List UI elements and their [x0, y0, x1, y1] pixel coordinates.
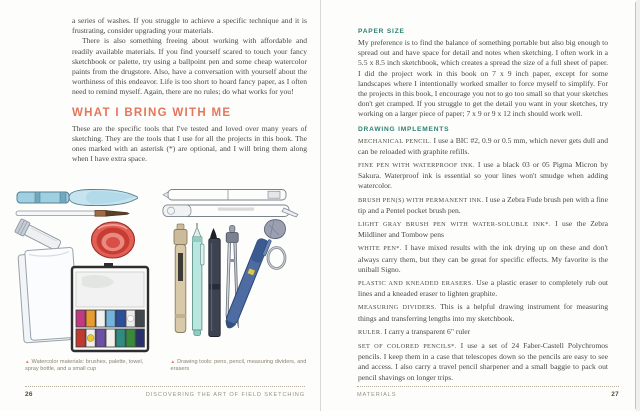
- spray-bottle-illustration: [15, 219, 63, 253]
- caption-drawing-tools: [171, 358, 307, 373]
- right-text-column: [358, 28, 608, 386]
- drawing-implement-item: [358, 327, 608, 338]
- caption-watercolor-materials: [25, 358, 156, 373]
- page-gutter-line: [320, 0, 321, 411]
- caption-triangle-icon: ▲: [170, 359, 176, 364]
- item-lead: MECHANICAL PENCIL.: [358, 137, 432, 145]
- page-number-left: 26: [25, 391, 33, 398]
- item-text: I use a black 03 or 05 Pigma Micron by Sakura. Waterproof ink is essential so your lines won't smudge when adding watercolor.: [358, 160, 609, 191]
- item-text: I use a BIC #2, 0.9 or 0.5 mm, which never gets dull and can be reloaded with graphite refills.: [358, 135, 608, 156]
- illustration-area: [14, 187, 312, 355]
- caption-triangle-icon: ▲: [25, 359, 30, 364]
- section-title-what-i-bring: WHAT I BRING WITH ME: [72, 106, 232, 119]
- kneaded-eraser-illustration: [264, 220, 285, 239]
- eraser-ring-illustration: [268, 248, 285, 269]
- caption-drawing-text: Drawing tools: pens, pencil, measuring dividers, and erasers: [170, 359, 307, 373]
- paper-size-body: My preference is to find the balance of something portable but also big enough to spread out and have space for detail and notes when sketching. I often work in a 5.5 x 8.5 inch sketchbook, which creates a spread the size of a full sheet of paper. I did the project work in this book on 7 x 9 inch paper, except for some landscapes where I intentionally worked smaller to force myself to simplify. For the projects in this book, I encourage you not to go too small so that your sketches don't get cramped. If you struggle to get the detail you want in your sketches, try working on a larger piece of paper; 7 x 9 or 9 x 12 inch should work well.: [358, 38, 608, 119]
- black-brush-pen-illustration: [209, 228, 220, 337]
- drawing-implement-item: [358, 341, 608, 383]
- caption-row: [25, 358, 307, 373]
- item-text: I use a set of 24 Faber-Castell Polychromos pencils. I keep them in a case that telescopes down so the pencils are easy to see and access. I also carry a travel pencil sharpener and a small baggie to pack out pencil shavings on longer trips.: [358, 341, 608, 382]
- paintbrush-illustration: [16, 210, 129, 216]
- drawing-implement-item: [358, 195, 608, 216]
- towel-illustration: [18, 247, 79, 343]
- drawing-implement-item: [358, 160, 608, 192]
- paragraph-section-intro: These are the specific tools that I've tested and loved over many years of sketching. They are the tools that I use for all the projects in this book. The ones marked with an asterisk (*) are optional, and I will bring them along when I have extra space.: [72, 123, 307, 164]
- water-brush-illustration: [17, 189, 138, 205]
- page-edge-line: [635, 2, 636, 409]
- drawing-implement-item: [358, 278, 608, 299]
- mechanical-pencil-illustration: [193, 223, 205, 336]
- item-lead: BRUSH PEN(S) WITH PERMANENT INK.: [358, 196, 484, 204]
- palette-illustration: [72, 263, 148, 351]
- drawing-implement-item: [358, 136, 608, 157]
- item-lead: RULER.: [358, 328, 383, 336]
- item-lead: SET OF COLORED PENCILS*.: [358, 343, 457, 351]
- heading-drawing-implements: DRAWING IMPLEMENTS: [358, 125, 450, 133]
- heading-paper-size: PAPER SIZE: [358, 28, 405, 35]
- paragraph-freeing: There is also something freeing about working with affordable and readily available materials. If you find yourself scared to touch your fancy sketchbook or palette, try using a ballpoint pen and some cheap watercolor paints from the drugstore. Also, have a conversation with yourself about the worthiness of this endeavor. Life is too short to hoard fancy paper, as I often need to remind myself. Again, there are no rules; do what works for you!: [72, 36, 307, 97]
- right-page-footer: [357, 386, 619, 398]
- page-right: [320, 0, 640, 411]
- page-number-right: 27: [611, 391, 619, 398]
- left-page-footer: [25, 386, 305, 398]
- caption-watercolor-text: Watercolor materials: brushes, palette, towel, spray bottle, and a small cup: [25, 359, 144, 373]
- item-lead: PLASTIC AND KNEADED ERASERS.: [358, 280, 474, 288]
- item-text: I use the Zebra Mildliner and Tombow pens: [358, 219, 608, 240]
- page-edge-strip: [636, 0, 640, 411]
- drawing-tools-illustration: [160, 187, 312, 355]
- paragraph-washes: a series of washes. If you struggle to achieve a specific technique and it is frustrating, consider upgrading your materials.: [72, 16, 307, 36]
- watercolor-materials-illustration: [14, 187, 154, 355]
- pocket-brush-pen-illustration: [163, 205, 298, 217]
- running-title-right: MATERIALS: [357, 392, 397, 398]
- drawing-implement-item: [358, 219, 608, 240]
- item-lead: MEASURING DIVIDERS.: [358, 304, 437, 312]
- drawing-implement-item: [358, 243, 608, 275]
- item-text: This is a helpful drawing instrument for measuring things and transferring lengths into my sketchbook.: [358, 302, 608, 323]
- item-lead: FINE PEN WITH WATERPROOF INK.: [358, 162, 475, 170]
- left-text-column: [72, 16, 307, 164]
- item-lead: LIGHT GRAY BRUSH PEN WITH WATER-SOLUBLE INK*.: [358, 221, 551, 229]
- item-lead: WHITE PEN*.: [358, 245, 402, 253]
- item-text: I use a Zebra Fude brush pen with a fine tip and a Pentel pocket brush pen.: [358, 194, 608, 215]
- item-text: I have mixed results with the ink drying up on these and don't always carry them, but they can be great for specific effects. My favorite is the uniball Signo.: [358, 243, 608, 274]
- white-brush-pen-illustration: [163, 190, 286, 201]
- collapsible-cup-illustration: [92, 222, 135, 258]
- item-text: I carry a transparent 6" ruler: [384, 326, 471, 336]
- drawing-implement-item: [358, 302, 608, 323]
- running-title-left: DISCOVERING THE ART OF FIELD SKETCHING: [145, 392, 305, 398]
- fine-pen-illustration: [174, 224, 187, 333]
- item-text: Use a plastic eraser to completely rub out lines and a kneaded eraser to lighten graphite.: [358, 278, 608, 299]
